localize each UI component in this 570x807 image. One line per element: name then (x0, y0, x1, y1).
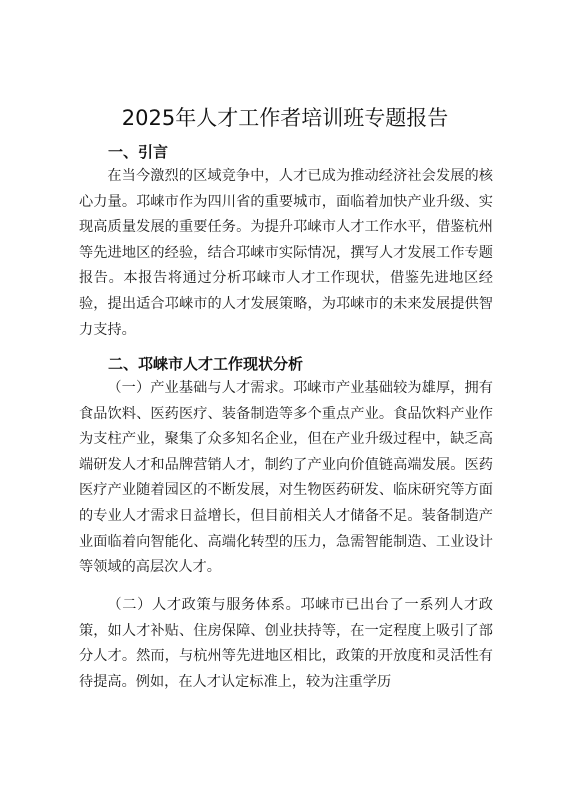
section-heading-status-analysis: 二、邛崃市人才工作现状分析 (108, 355, 304, 373)
paragraph-industry-talent-demand: （一）产业基础与人才需求。邛崃市产业基础较为雄厚，拥有食品饮料、医药医疗、装备制造等多个重点产业。食品饮料产业作为支柱产业，聚集了众多知名企业，但在产业升级过程中，缺乏高端研发人才和品牌营销人才，制约了产业向价值链高端发展。医药医疗产业随着园区的不断发展，对生物医药研发、临床研究等方面的专业人才需求日益增长，但目前相关人才储备不足。装备制造产业面临着向智能化、高端化转型的压力，急需智能制造、工业设计等领域的高层次人才。 (79, 380, 493, 576)
paragraph-talent-policy-service: （二）人才政策与服务体系。邛崃市已出台了一系列人才政策，如人才补贴、住房保障、创业扶持等，在一定程度上吸引了部分人才。然而，与杭州等先进地区相比，政策的开放度和灵活性有待提高。例如，在人才认定标准上，较为注重学历 (79, 597, 493, 690)
section-heading-introduction: 一、引言 (108, 143, 169, 161)
document-title: 2025年人才工作者培训班专题报告 (121, 106, 449, 130)
paragraph-introduction: 在当今激烈的区域竞争中，人才已成为推动经济社会发展的核心力量。邛崃市作为四川省的重要城市，面临着加快产业升级、实现高质量发展的重要任务。为提升邛崃市人才工作水平，借鉴杭州等先进地区的经验，结合邛崃市实际情况，撰写人才发展工作专题报告。本报告将通过分析邛崃市人才工作现状，借鉴先进地区经验，提出适合邛崃市的人才发展策略，为邛崃市的未来发展提供智力支持。 (79, 168, 493, 338)
